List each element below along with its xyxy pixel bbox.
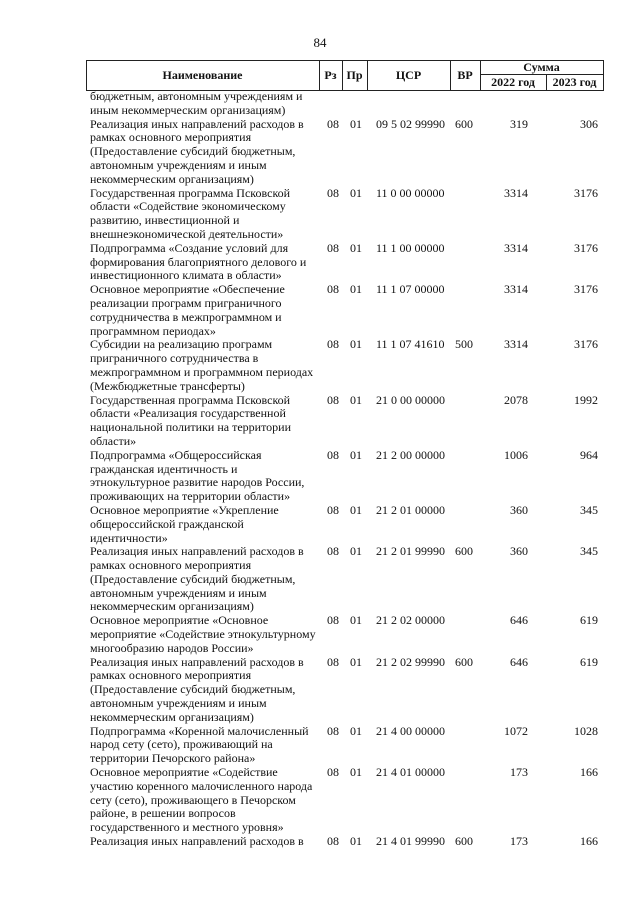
row-csr: 21 2 01 99990 (376, 544, 445, 559)
row-vr: 600 (455, 116, 473, 131)
row-sum-2023: 619 (580, 654, 598, 669)
row-rz: 08 (327, 185, 339, 200)
row-sum-2022: 173 (510, 765, 528, 780)
header-rz: Рз (324, 68, 337, 82)
row-name-line: Подпрограмма «Коренной малочисленный (90, 723, 309, 738)
row-name-line: автономным учреждениям и иным (90, 696, 267, 711)
row-name-line: проживающих на территории области» (90, 489, 291, 504)
row-name-line: Подпрограмма «Общероссийская (90, 447, 262, 462)
row-sum-2022: 646 (510, 613, 528, 628)
row-name-line: межпрограммном и программном периодах (90, 364, 314, 379)
row-pr: 01 (350, 544, 362, 559)
row-sum-2022: 2078 (504, 392, 528, 407)
row-csr: 21 4 01 99990 (376, 834, 445, 849)
row-name-line: программном периодах» (90, 323, 216, 338)
row-name-line: области» (90, 433, 137, 448)
row-rz: 08 (327, 337, 339, 352)
row-name-line: автономным учреждениям и иным (90, 585, 267, 600)
row-name-line: участию коренного малочисленного народа (90, 778, 313, 793)
table-row (90, 614, 606, 655)
row-name-line: инвестиционного климата в области» (90, 268, 282, 283)
row-name-line: Государственная программа Псковской (90, 185, 291, 200)
row-pr: 01 (350, 392, 362, 407)
row-sum-2022: 3314 (504, 337, 528, 352)
row-name (90, 504, 318, 545)
row-name-line: гражданская идентичность и (90, 461, 238, 476)
row-name-line: районе, в решении вопросов (90, 806, 236, 821)
row-sum-2022: 1072 (504, 723, 528, 738)
row-sum-2022: 1006 (504, 447, 528, 462)
row-name (90, 614, 318, 655)
row-name (90, 187, 318, 242)
row-pr: 01 (350, 834, 362, 849)
table-row (90, 766, 606, 835)
row-vr: 600 (455, 544, 473, 559)
row-csr: 11 0 00 00000 (376, 185, 445, 200)
row-name-line: Реализация иных направлений расходов в (90, 116, 304, 131)
row-rz: 08 (327, 502, 339, 517)
header-vr: ВР (457, 68, 473, 82)
row-name-line: мероприятие «Содействие этнокультурному (90, 627, 316, 642)
row-name-line: (Предоставление субсидий бюджетным, (90, 682, 296, 697)
row-pr: 01 (350, 337, 362, 352)
row-name-line: идентичности» (90, 530, 168, 545)
row-rz: 08 (327, 765, 339, 780)
row-sum-2023: 964 (580, 447, 598, 462)
row-csr: 21 4 01 00000 (376, 765, 445, 780)
table-header (86, 60, 604, 91)
row-name-line: приграничного сотрудничества в (90, 351, 259, 366)
row-name-line: Государственная программа Псковской (90, 392, 291, 407)
row-csr: 21 4 00 00000 (376, 723, 445, 738)
row-name-line: Основное мероприятие «Основное (90, 613, 269, 628)
row-name-line: Реализация иных направлений расходов в (90, 654, 304, 669)
table-row (90, 545, 606, 614)
row-pr: 01 (350, 116, 362, 131)
table-row (90, 504, 606, 545)
row-csr: 21 2 01 00000 (376, 502, 445, 517)
row-sum-2022: 3314 (504, 282, 528, 297)
row-name (90, 449, 318, 504)
row-sum-2023: 1028 (574, 723, 598, 738)
row-name-line: этнокультурное развитие народов России, (90, 475, 305, 490)
header-name: Наименование (162, 68, 243, 82)
row-name-line: иным некоммерческим организациям) (90, 102, 286, 117)
row-name-line: формирования благоприятного делового и (90, 254, 307, 269)
table-row (90, 656, 606, 725)
row-pr: 01 (350, 502, 362, 517)
row-pr: 01 (350, 447, 362, 462)
row-name (90, 394, 318, 449)
row-name (90, 283, 318, 338)
row-sum-2023: 3176 (574, 282, 598, 297)
row-sum-2022: 360 (510, 544, 528, 559)
row-rz: 08 (327, 447, 339, 462)
row-sum-2022: 319 (510, 116, 528, 131)
row-pr: 01 (350, 613, 362, 628)
row-sum-2023: 3176 (574, 240, 598, 255)
row-name-line: рамках основного мероприятия (90, 558, 252, 573)
row-sum-2023: 1992 (574, 392, 598, 407)
table-row (90, 835, 606, 849)
row-name-line: сету (сето), проживающего в Печорском (90, 792, 296, 807)
row-name-line: Субсидии на реализацию программ (90, 337, 273, 352)
row-name-line: рамках основного мероприятия (90, 130, 252, 145)
row-name-line: области «Содействие экономическому (90, 199, 286, 214)
row-csr: 21 2 02 99990 (376, 654, 445, 669)
row-name-line: Основное мероприятие «Содействие (90, 765, 278, 780)
row-sum-2023: 345 (580, 502, 598, 517)
row-name-line: сотрудничества в межпрограммном и (90, 309, 282, 324)
header-pr: Пр (346, 68, 363, 82)
table-body (90, 90, 606, 849)
row-name (90, 656, 318, 725)
row-rz: 08 (327, 834, 339, 849)
row-name-line: Реализация иных направлений расходов в (90, 834, 304, 849)
row-sum-2023: 306 (580, 116, 598, 131)
table-row (90, 90, 606, 118)
row-pr: 01 (350, 185, 362, 200)
row-rz: 08 (327, 240, 339, 255)
row-name-line: рамках основного мероприятия (90, 668, 252, 683)
row-pr: 01 (350, 282, 362, 297)
table-row (90, 725, 606, 766)
table-row (90, 187, 606, 242)
row-rz: 08 (327, 544, 339, 559)
row-name-line: Подпрограмма «Создание условий для (90, 240, 289, 255)
row-sum-2022: 3314 (504, 185, 528, 200)
row-sum-2023: 3176 (574, 185, 598, 200)
row-csr: 21 2 02 00000 (376, 613, 445, 628)
row-pr: 01 (350, 240, 362, 255)
row-name-line: (Межбюджетные трансферты) (90, 378, 245, 393)
header-sum: Сумма (523, 60, 560, 74)
row-name (90, 118, 318, 187)
row-rz: 08 (327, 613, 339, 628)
row-name (90, 338, 318, 393)
row-name-line: бюджетным, автономным учреждениям и (90, 89, 303, 103)
row-sum-2023: 619 (580, 613, 598, 628)
row-rz: 08 (327, 392, 339, 407)
row-sum-2022: 360 (510, 502, 528, 517)
row-pr: 01 (350, 654, 362, 669)
row-name-line: Основное мероприятие «Обеспечение (90, 282, 285, 297)
row-name-line: Основное мероприятие «Укрепление (90, 502, 279, 517)
row-name-line: народ сету (сето), проживающий на (90, 737, 273, 752)
row-name (90, 766, 318, 835)
table-row (90, 283, 606, 338)
row-name-line: некоммерческим организациям) (90, 171, 254, 186)
row-rz: 08 (327, 116, 339, 131)
row-name-line: Реализация иных направлений расходов в (90, 544, 304, 559)
row-name-line: внешнеэкономической деятельности» (90, 226, 284, 241)
row-sum-2022: 173 (510, 834, 528, 849)
table-row (90, 242, 606, 283)
row-csr: 21 0 00 00000 (376, 392, 445, 407)
row-name-line: национальной политики на территории (90, 420, 292, 435)
row-rz: 08 (327, 654, 339, 669)
row-name-line: государственного и местного уровня» (90, 820, 284, 835)
row-vr: 600 (455, 654, 473, 669)
row-vr: 600 (455, 834, 473, 849)
row-sum-2023: 345 (580, 544, 598, 559)
table-row (90, 338, 606, 393)
row-csr: 11 1 00 00000 (376, 240, 445, 255)
row-name-line: автономным учреждениям и иным (90, 157, 267, 172)
row-name (90, 242, 318, 283)
header-csr: ЦСР (395, 68, 422, 82)
header-year-2023: 2023 год (552, 75, 597, 89)
row-name-line: территории Печорского района» (90, 751, 256, 766)
row-name-line: (Предоставление субсидий бюджетным, (90, 144, 296, 159)
row-name (90, 725, 318, 766)
row-csr: 11 1 07 41610 (376, 337, 445, 352)
row-name (90, 90, 318, 118)
header-year-2022: 2022 год (491, 75, 535, 89)
row-pr: 01 (350, 765, 362, 780)
row-name-line: общероссийской гражданской (90, 516, 244, 531)
row-sum-2023: 3176 (574, 337, 598, 352)
row-sum-2022: 646 (510, 654, 528, 669)
row-csr: 09 5 02 99990 (376, 116, 445, 131)
row-sum-2022: 3314 (504, 240, 528, 255)
row-name-line: развитию, инвестиционной и (90, 213, 240, 228)
row-sum-2023: 166 (580, 834, 598, 849)
row-sum-2023: 166 (580, 765, 598, 780)
row-name-line: (Предоставление субсидий бюджетным, (90, 571, 296, 586)
row-csr: 21 2 00 00000 (376, 447, 445, 462)
row-name-line: некоммерческим организациям) (90, 709, 254, 724)
row-name (90, 545, 318, 614)
row-pr: 01 (350, 723, 362, 738)
row-name (90, 835, 318, 849)
table-row (90, 118, 606, 187)
row-rz: 08 (327, 723, 339, 738)
table-row (90, 449, 606, 504)
row-name-line: области «Реализация государственной (90, 406, 286, 421)
row-name-line: многообразию народов России» (90, 640, 254, 655)
row-csr: 11 1 07 00000 (376, 282, 445, 297)
row-name-line: реализации программ приграничного (90, 295, 282, 310)
row-rz: 08 (327, 282, 339, 297)
page-number: 84 (313, 35, 327, 50)
table-row (90, 394, 606, 449)
row-name-line: некоммерческим организациям) (90, 599, 254, 614)
row-vr: 500 (455, 337, 473, 352)
